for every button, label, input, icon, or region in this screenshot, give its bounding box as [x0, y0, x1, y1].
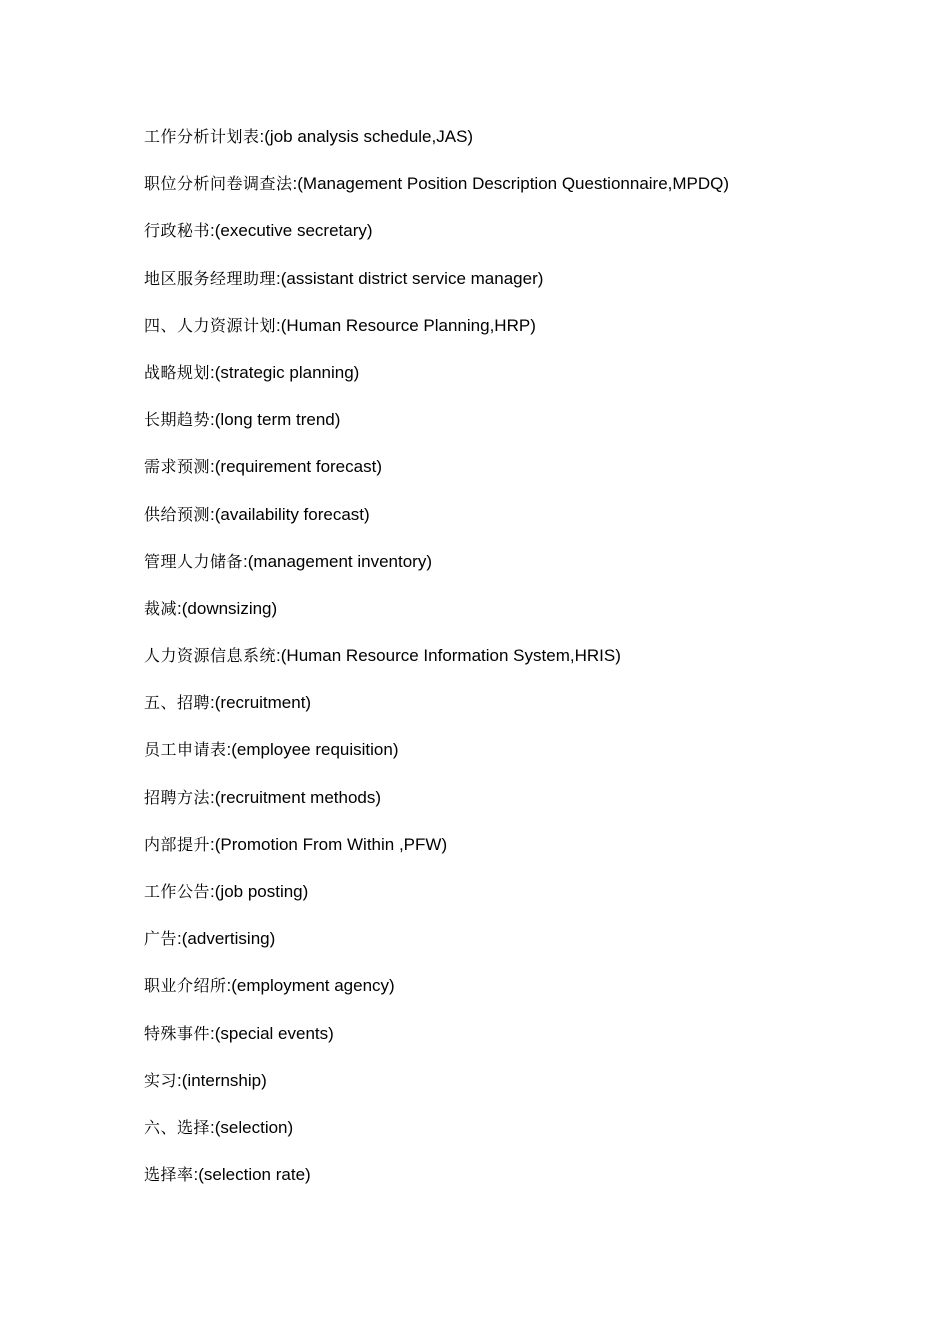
- term-english: (strategic planning): [214, 362, 360, 382]
- term-line: [144, 313, 904, 360]
- term-separator: :: [226, 976, 232, 996]
- term-separator: :: [226, 740, 232, 760]
- term-separator: :: [210, 362, 215, 382]
- term-separator: :: [210, 410, 215, 430]
- term-english: (management inventory): [247, 551, 433, 571]
- term-english: (assistant district service manager): [280, 268, 544, 288]
- term-chinese: 职业介绍所: [144, 976, 227, 996]
- term-line: [144, 879, 904, 926]
- term-line: [144, 266, 904, 313]
- term-line: [144, 218, 904, 265]
- term-line: [144, 690, 904, 737]
- term-english: (selection rate): [198, 1165, 311, 1185]
- term-english: (requirement forecast): [214, 457, 382, 477]
- term-line: [144, 124, 904, 171]
- term-separator: :: [210, 787, 215, 807]
- term-chinese: 行政秘书: [144, 221, 211, 241]
- term-separator: :: [210, 1117, 215, 1137]
- term-line: [144, 454, 904, 501]
- term-english: (Human Resource Planning,HRP): [280, 315, 536, 335]
- term-separator: :: [276, 646, 281, 666]
- term-line: [144, 596, 904, 643]
- term-line: [144, 360, 904, 407]
- term-english: (selection): [214, 1117, 294, 1137]
- term-chinese: 裁减: [144, 598, 178, 618]
- term-english: (special events): [214, 1023, 334, 1043]
- term-english: (Promotion From Within ,PFW): [214, 834, 448, 854]
- term-separator: :: [210, 457, 215, 477]
- term-chinese: 职位分析问卷调查法: [144, 174, 293, 194]
- term-chinese: 需求预测: [144, 457, 211, 477]
- term-english: (recruitment): [214, 693, 312, 713]
- term-line: [144, 502, 904, 549]
- term-english: (job posting): [214, 882, 309, 901]
- term-separator: :: [210, 882, 215, 901]
- term-list: [144, 124, 904, 1209]
- term-separator: :: [210, 1023, 215, 1043]
- term-chinese: 六、选择: [144, 1117, 211, 1137]
- term-english: (executive secretary): [214, 221, 373, 241]
- term-english: (downsizing): [181, 598, 278, 618]
- term-separator: :: [210, 834, 215, 854]
- term-chinese: 管理人力储备: [144, 551, 244, 571]
- term-chinese: 人力资源信息系统: [144, 646, 277, 666]
- term-line: [144, 832, 904, 879]
- term-line: [144, 1162, 904, 1209]
- term-chinese: 员工申请表: [144, 740, 227, 760]
- term-chinese: 内部提升: [144, 834, 211, 854]
- term-chinese: 广告: [144, 929, 178, 949]
- term-chinese: 工作分析计划表: [144, 127, 260, 146]
- term-chinese: 招聘方法: [144, 787, 211, 807]
- term-separator: :: [177, 598, 182, 618]
- term-separator: :: [276, 315, 281, 335]
- term-chinese: 特殊事件: [144, 1023, 211, 1043]
- term-chinese: 地区服务经理助理: [144, 268, 277, 288]
- term-line: [144, 973, 904, 1020]
- term-english: (employment agency): [231, 976, 395, 996]
- term-line: [144, 407, 904, 454]
- term-english: (advertising): [181, 929, 276, 949]
- term-line: [144, 737, 904, 784]
- term-line: [144, 1068, 904, 1115]
- term-separator: :: [177, 929, 182, 949]
- term-separator: :: [276, 268, 281, 288]
- term-english: (Human Resource Information System,HRIS): [280, 646, 621, 666]
- term-english: (long term trend): [214, 410, 341, 430]
- term-line: [144, 926, 904, 973]
- term-chinese: 实习: [144, 1070, 178, 1090]
- term-line: [144, 171, 904, 218]
- term-line: [144, 549, 904, 596]
- term-separator: :: [177, 1070, 182, 1090]
- term-english: (employee requisition): [231, 740, 399, 760]
- term-chinese: 战略规划: [144, 362, 211, 382]
- term-english: (Management Position Description Questionnaire,MPDQ): [297, 174, 730, 194]
- term-separator: :: [210, 221, 215, 241]
- term-chinese: 供给预测: [144, 504, 211, 524]
- term-line: [144, 1115, 904, 1162]
- term-chinese: 长期趋势: [144, 410, 211, 430]
- term-english: (job analysis schedule,JAS): [264, 127, 474, 146]
- term-line: [144, 643, 904, 690]
- term-line: [144, 1021, 904, 1068]
- term-line: [144, 785, 904, 832]
- term-separator: :: [210, 504, 215, 524]
- term-chinese: 五、招聘: [144, 693, 211, 713]
- term-english: (availability forecast): [214, 504, 370, 524]
- term-separator: :: [210, 693, 215, 713]
- term-chinese: 四、人力资源计划: [144, 315, 277, 335]
- term-separator: :: [259, 127, 265, 146]
- term-english: (recruitment methods): [214, 787, 382, 807]
- term-english: (internship): [181, 1070, 267, 1090]
- term-separator: :: [243, 551, 248, 571]
- term-separator: :: [193, 1165, 199, 1185]
- term-chinese: 工作公告: [144, 882, 211, 901]
- term-chinese: 选择率: [144, 1165, 194, 1185]
- term-separator: :: [292, 174, 298, 194]
